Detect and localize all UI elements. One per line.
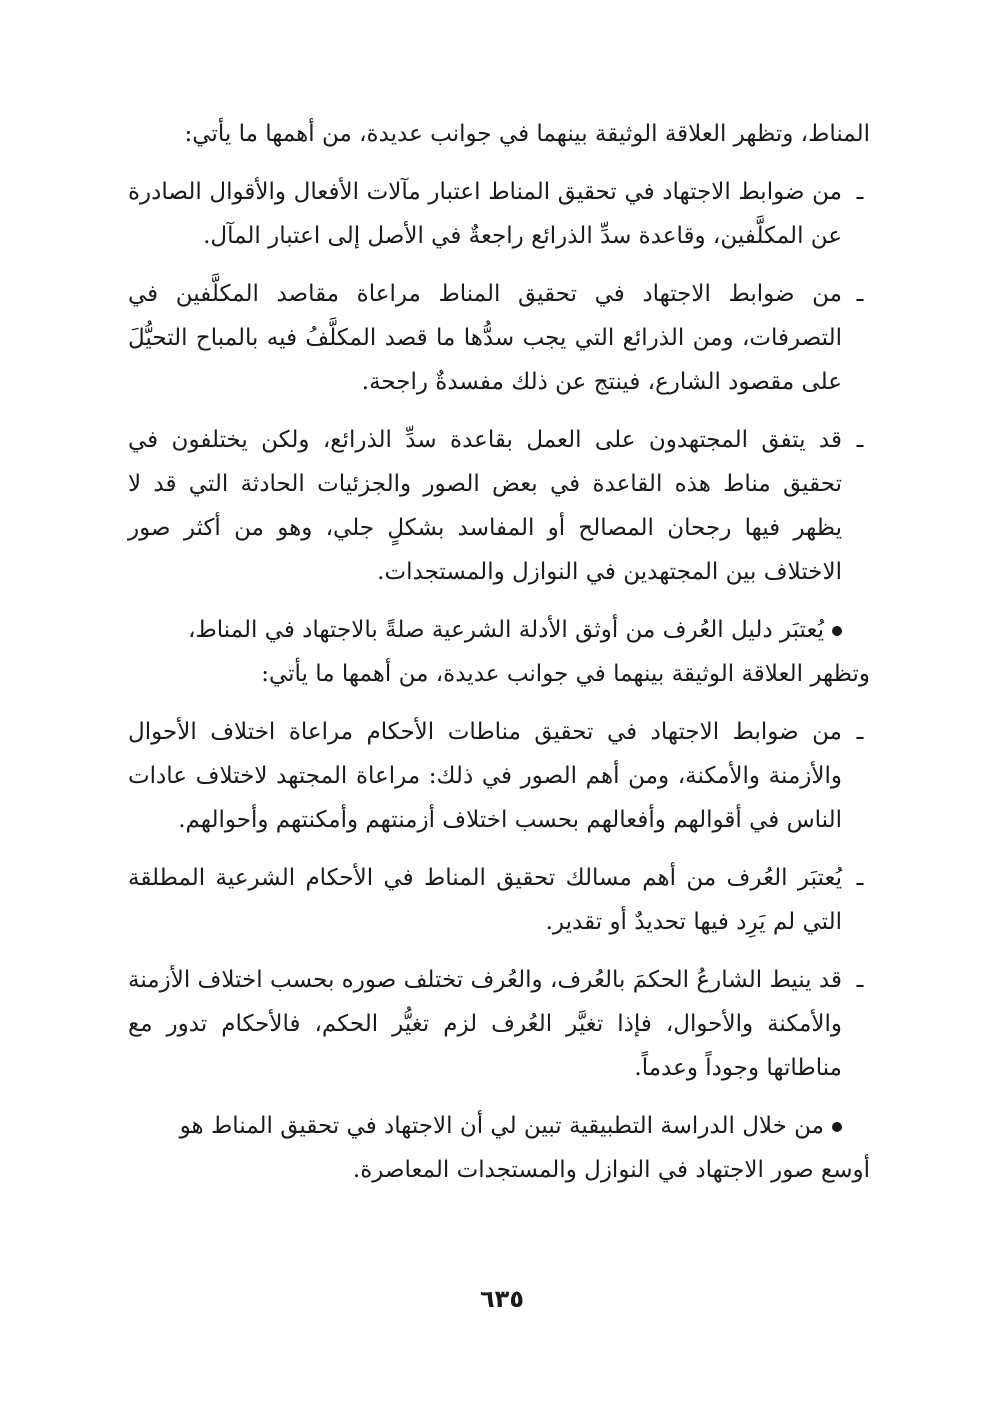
section-1-list (128, 170, 870, 594)
list-item (128, 170, 870, 258)
bullet-first-text: من خلال الدراسة التطبيقية تبين لي أن الاجتهاد في تحقيق المناط هو (179, 1113, 824, 1139)
dash-marker: ـ (856, 719, 864, 745)
bullet-dot-icon (832, 626, 842, 636)
list-item-text: قد ينيط الشارعُ الحكمَ بالعُرف، والعُرف تختلف صوره بحسب اختلاف الأزمنة والأمكنة والأحوال، فإذا تغيَّر العُرف لزم تغيُّر الحكم، فالأحكام تدور مع مناطاتها وجوداً وعدماً. (128, 967, 842, 1081)
bullet-rest-text: أوسع صور الاجتهاد في النوازل والمستجدات المعاصرة. (352, 1157, 870, 1183)
list-item (128, 272, 870, 404)
dash-marker: ـ (856, 281, 864, 307)
dash-marker: ـ (856, 179, 864, 205)
dash-marker: ـ (856, 865, 864, 891)
bullet-first-line (128, 608, 870, 652)
bullet-paragraph-urf (128, 608, 870, 696)
list-item (128, 418, 870, 594)
bullet-paragraph-conclusion (128, 1104, 870, 1192)
list-item (128, 856, 870, 944)
list-item-text: من ضوابط الاجتهاد في تحقيق مناطات الأحكام مراعاة اختلاف الأحوال والأزمنة والأمكنة، ومن أهم الصور في ذلك: مراعاة المجتهد لاختلاف عادات الناس في أقوالهم وأفعالهم بحسب اختلاف أزمنتهم وأمكنتهم وأحوالهم. (128, 719, 842, 833)
bullet-dot-icon (832, 1122, 842, 1132)
list-item-text: قد يتفق المجتهدون على العمل بقاعدة سدِّ الذرائع، ولكن يختلفون في تحقيق مناط هذه القاعدة في بعض الصور والجزئيات الحادثة التي قد لا يظهر فيها رجحان المصالح أو المفاسد بشكلٍ جلي، وهو من أكثر صور الاختلاف بين المجتهدين في النوازل والمستجدات. (128, 427, 842, 585)
list-item-text: من ضوابط الاجتهاد في تحقيق المناط مراعاة مقاصد المكلَّفين في التصرفات، ومن الذرائع التي يجب سدُّها ما قصد المكلَّفُ فيه بالمباح التحيُّلَ على مقصود الشارع، فينتج عن ذلك مفسدةٌ راجحة. (128, 281, 842, 395)
dash-marker: ـ (856, 427, 864, 453)
bullet-rest-text: وتظهر العلاقة الوثيقة بينهما في جوانب عديدة، من أهمها ما يأتي: (261, 661, 870, 687)
page-body (128, 112, 870, 1206)
list-item-text: يُعتبَر العُرف من أهم مسالك تحقيق المناط في الأحكام الشرعية المطلقة التي لم يَرِد فيها تحديدٌ أو تقدير. (128, 865, 842, 935)
list-item-text: من ضوابط الاجتهاد في تحقيق المناط اعتبار مآلات الأفعال والأقوال الصادرة عن المكلَّفين، وقاعدة سدِّ الذرائع راجعةٌ في الأصل إلى اعتبار المآل. (128, 179, 842, 249)
dash-marker: ـ (856, 967, 864, 993)
bullet-first-line (128, 1104, 870, 1148)
intro-paragraph: المناط، وتظهر العلاقة الوثيقة بينهما في جوانب عديدة، من أهمها ما يأتي: (184, 121, 870, 147)
list-item (128, 958, 870, 1090)
list-item (128, 710, 870, 842)
section-2-list (128, 710, 870, 1090)
page-number: ٦٣٥ (480, 1285, 524, 1313)
bullet-first-text: يُعتبَر دليل العُرف من أوثق الأدلة الشرعية صلةً بالاجتهاد في المناط، (188, 617, 824, 643)
